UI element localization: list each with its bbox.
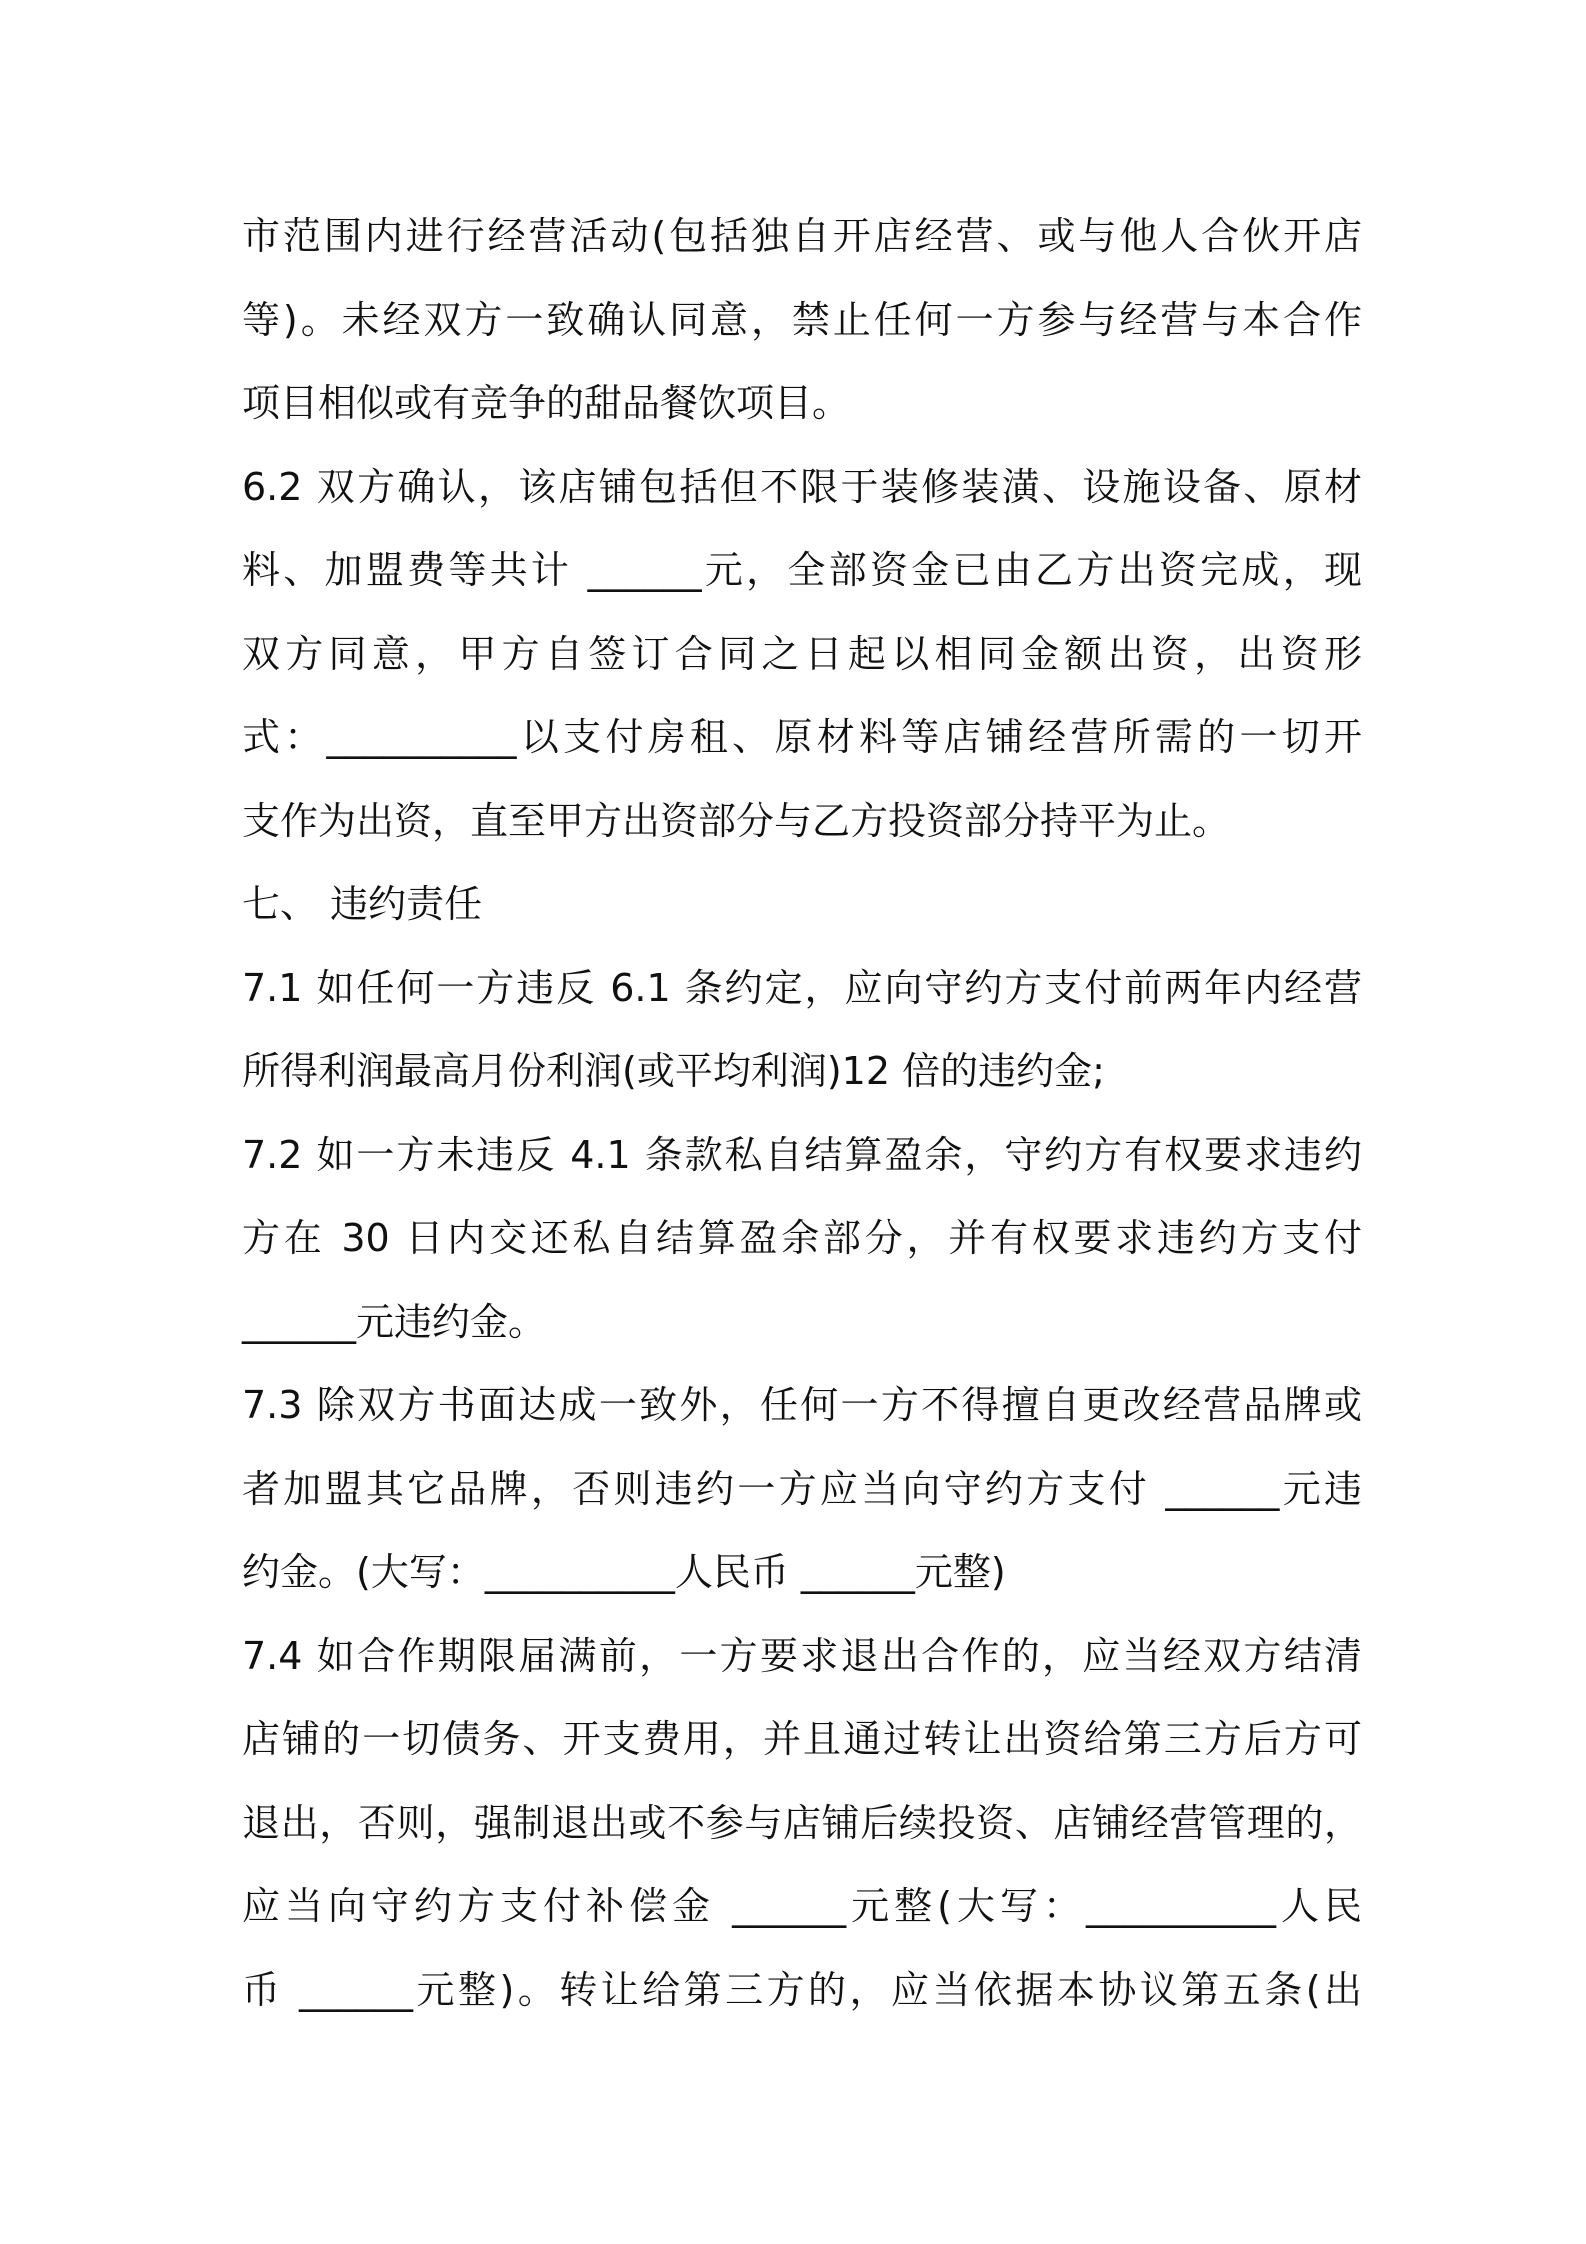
text-line: 支作为出资，直至甲方出资部分与乙方投资部分持平为止。 xyxy=(242,798,1231,843)
text-line: ______元违约金。 xyxy=(242,1299,547,1344)
text-line: 7.1 如任何一方违反 6.1 条约定，应向守约方支付前两年内经营 xyxy=(242,965,1362,1010)
text-line: 市范围内进行经营活动(包括独自开店经营、或与他人合伙开店 xyxy=(242,214,1362,258)
text-line: 7.3 除双方书面达成一致外，任何一方不得擅自更改经营品牌或 xyxy=(242,1383,1362,1427)
text-line: 双方同意，甲方自签订合同之日起以相同金额出资，出资形 xyxy=(242,631,1362,676)
text-line: 者加盟其它品牌，否则违约一方应当向守约方支付 ______元违 xyxy=(242,1466,1362,1511)
text-line: 6.2 双方确认，该店铺包括但不限于装修装潢、设施设备、原材 xyxy=(242,464,1362,509)
text-line: 式：__________以支付房租、原材料等店铺经营所需的一切开 xyxy=(242,715,1362,759)
text-line: 币 ______元整)。转让给第三方的，应当依据本协议第五条(出 xyxy=(242,1967,1362,2012)
text-line: 方在 30 日内交还私自结算盈余部分，并有权要求违约方支付 xyxy=(242,1216,1362,1260)
text-line: 应当向守约方支付补偿金 ______元整(大写：__________人民 xyxy=(242,1884,1362,1928)
text-line: 等)。未经双方一致确认同意，禁止任何一方参与经营与本合作 xyxy=(242,297,1362,342)
text-line: 店铺的一切债务、开支费用，并且通过转让出资给第三方后方可 xyxy=(242,1717,1362,1761)
document-body xyxy=(242,195,1362,2032)
text-line: 7.4 如合作期限届满前，一方要求退出合作的，应当经双方结清 xyxy=(242,1633,1362,1678)
text-line: 所得利润最高月份利润(或平均利润)12 倍的违约金; xyxy=(242,1049,1105,1093)
text-line: 7.2 如一方未违反 4.1 条款私自结算盈余，守约方有权要求违约 xyxy=(242,1132,1362,1177)
section-heading: 七、 违约责任 xyxy=(242,882,483,926)
text-line: 料、加盟费等共计 ______元，全部资金已由乙方出资完成，现 xyxy=(242,548,1362,592)
text-line: 项目相似或有竞争的甜品餐饮项目。 xyxy=(242,381,851,425)
text-line: 退出，否则，强制退出或不参与店铺后续投资、店铺经营管理的， xyxy=(242,1800,1362,1845)
text-line: 约金。(大写：__________人民币 ______元整) xyxy=(242,1550,1006,1594)
